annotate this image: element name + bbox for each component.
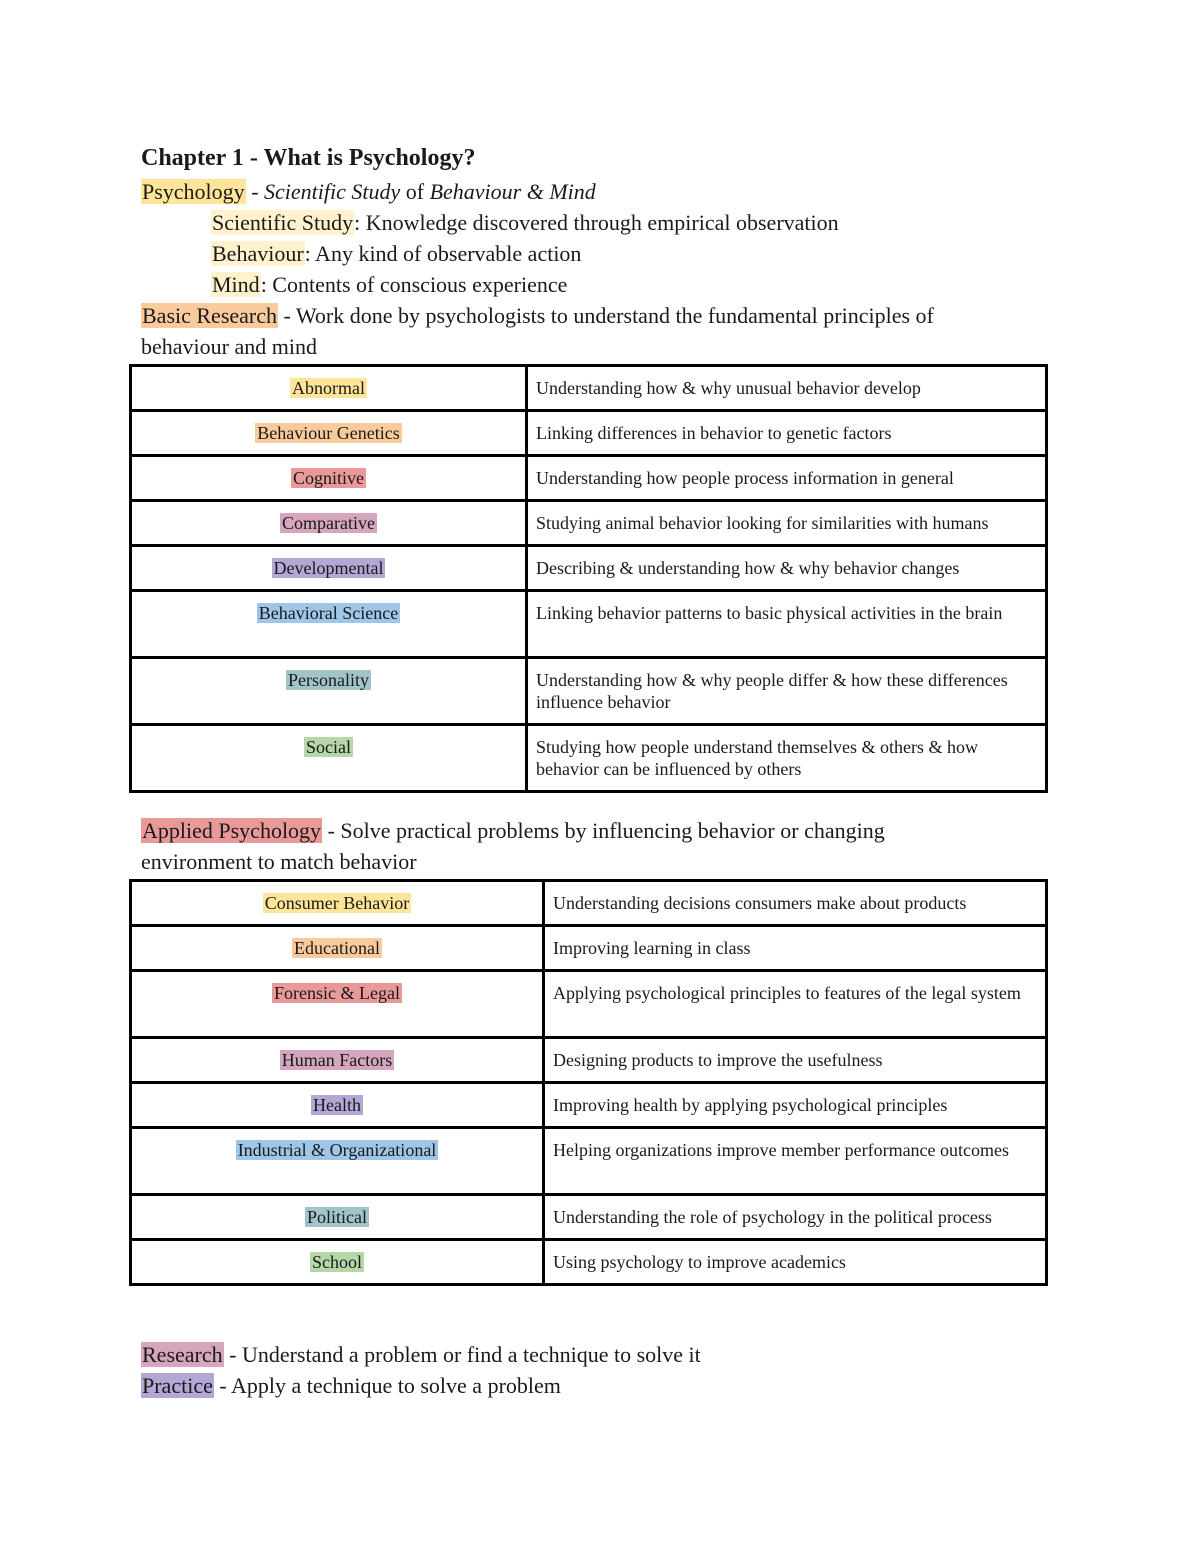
category-description: Improving health by applying psychological principles <box>544 1083 1047 1128</box>
page-title: Chapter 1 - What is Psychology? <box>141 145 476 171</box>
subterm-scientific-study: Scientific Study: Knowledge discovered through empirical observation <box>212 210 839 235</box>
category-description: Improving learning in class <box>544 926 1047 971</box>
table-row <box>131 456 1047 501</box>
category-description: Designing products to improve the usefulness <box>544 1038 1047 1083</box>
basic-research-term: Basic Research <box>142 303 277 328</box>
table-row <box>131 546 1047 591</box>
category-label: Behavioral Science <box>258 603 399 623</box>
category-label: Cognitive <box>293 468 364 488</box>
category-description: Understanding the role of psychology in the political process <box>544 1195 1047 1240</box>
table-row <box>131 1038 1047 1083</box>
category-description: Helping organizations improve member performance outcomes <box>544 1128 1047 1195</box>
table-row <box>131 658 1047 725</box>
category-description: Linking differences in behavior to genetic factors <box>527 411 1047 456</box>
basic-research-definition: Basic Research - Work done by psychologists to understand the fundamental principles of <box>142 303 934 328</box>
category-description: Understanding how & why unusual behavior develop <box>527 366 1047 411</box>
table-row <box>131 591 1047 658</box>
category-label: Developmental <box>273 558 384 578</box>
category-label: Abnormal <box>292 378 365 398</box>
applied-psychology-definition-cont: environment to match behavior <box>141 849 417 874</box>
table-row <box>131 971 1047 1038</box>
category-label: Consumer Behavior <box>264 893 410 913</box>
basic-research-definition-cont: behaviour and mind <box>141 334 317 359</box>
psychology-term: Psychology <box>142 179 245 204</box>
basic-research-table <box>129 364 1048 793</box>
table-row <box>131 1240 1047 1285</box>
subterm-behaviour: Behaviour: Any kind of observable action <box>212 241 582 266</box>
category-label: Health <box>313 1095 361 1115</box>
category-label: School <box>311 1252 362 1272</box>
category-description: Understanding how & why people differ & how these differences influence behavior <box>527 658 1047 725</box>
category-description: Understanding how people process information in general <box>527 456 1047 501</box>
research-definition: Research - Understand a problem or find a technique to solve it <box>142 1342 701 1367</box>
practice-definition: Practice - Apply a technique to solve a problem <box>142 1373 561 1398</box>
table-row <box>131 1128 1047 1195</box>
category-label: Social <box>306 737 351 757</box>
category-description: Describing & understanding how & why behavior changes <box>527 546 1047 591</box>
category-description: Applying psychological principles to features of the legal system <box>544 971 1047 1038</box>
category-label: Human Factors <box>281 1050 393 1070</box>
category-description: Studying animal behavior looking for similarities with humans <box>527 501 1047 546</box>
category-description: Studying how people understand themselves & others & how behavior can be influenced by others <box>527 725 1047 792</box>
subterm-mind: Mind: Contents of conscious experience <box>212 272 568 297</box>
table-row <box>131 411 1047 456</box>
table-row <box>131 366 1047 411</box>
psychology-definition: Psychology - Scientific Study of Behaviour & Mind <box>142 179 596 204</box>
table-row <box>131 501 1047 546</box>
category-description: Using psychology to improve academics <box>544 1240 1047 1285</box>
category-label: Personality <box>288 670 369 690</box>
applied-psychology-table <box>129 879 1048 1286</box>
category-label: Comparative <box>282 513 375 533</box>
research-term: Research <box>142 1342 223 1367</box>
table-row <box>131 725 1047 792</box>
category-label: Educational <box>294 938 380 958</box>
category-label: Forensic & Legal <box>274 983 400 1003</box>
table-row <box>131 881 1047 926</box>
practice-term: Practice <box>142 1373 213 1398</box>
category-description: Linking behavior patterns to basic physical activities in the brain <box>527 591 1047 658</box>
table-row <box>131 926 1047 971</box>
table-row <box>131 1083 1047 1128</box>
category-label: Industrial & Organizational <box>237 1140 437 1160</box>
applied-psychology-term: Applied Psychology <box>142 818 322 843</box>
applied-psychology-definition: Applied Psychology - Solve practical problems by influencing behavior or changing <box>142 818 885 843</box>
table-row <box>131 1195 1047 1240</box>
category-description: Understanding decisions consumers make about products <box>544 881 1047 926</box>
category-label: Political <box>307 1207 367 1227</box>
category-label: Behaviour Genetics <box>257 423 400 443</box>
